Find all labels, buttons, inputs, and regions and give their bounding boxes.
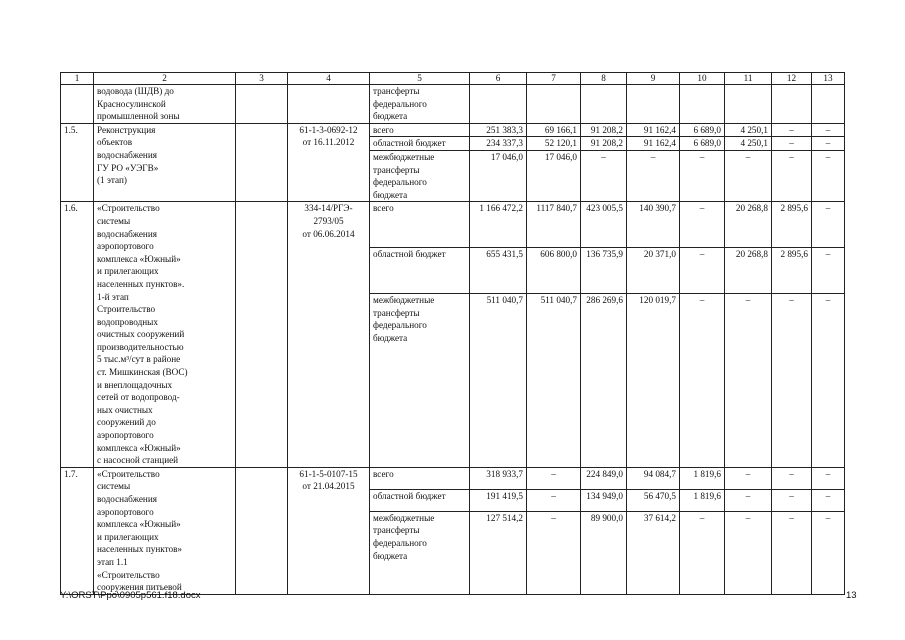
value-cell: 56 470,5	[627, 489, 680, 511]
value-cell	[627, 85, 680, 124]
cell-line: бюджета	[373, 332, 408, 343]
value-cell: 1 819,6	[680, 489, 725, 511]
cell-line: (1 этап)	[97, 175, 127, 186]
cell-line: всего	[373, 124, 394, 135]
cell-line: с насосной станцией	[97, 455, 179, 466]
cell-line: от 16.11.2012	[302, 137, 355, 148]
value-cell: 136 735,9	[581, 248, 627, 294]
value-cell: 234 337,3	[470, 137, 527, 151]
value-cell: 17 046,0	[470, 150, 527, 201]
cell-line: областной бюджет	[373, 249, 446, 260]
funding-source	[370, 489, 470, 511]
header-cell: 6	[470, 73, 527, 85]
value-cell: –	[812, 123, 845, 137]
table-row	[61, 467, 845, 489]
cell-line: системы	[97, 215, 131, 226]
funding-source	[370, 511, 470, 594]
cell-line: от 06.06.2014	[302, 228, 355, 239]
value-cell: –	[772, 467, 812, 489]
budget-table	[60, 72, 845, 595]
funding-source	[370, 150, 470, 201]
value-cell: 1117 840,7	[527, 202, 581, 248]
value-cell: –	[725, 489, 772, 511]
value-cell: –	[680, 150, 725, 201]
value-cell: 20 268,8	[725, 248, 772, 294]
cell-line: сооружений до	[97, 417, 156, 428]
header-cell: 9	[627, 73, 680, 85]
value-cell: 2 895,6	[772, 202, 812, 248]
cell-line: трансферты	[373, 164, 420, 175]
cell-line: комплекса «Южный»	[97, 519, 181, 530]
cell-line: комплекса «Южный»	[97, 253, 181, 264]
header-cell: 8	[581, 73, 627, 85]
header-row	[61, 73, 845, 85]
value-cell: –	[581, 150, 627, 201]
cell-line: 1-й этап	[97, 291, 129, 302]
cell-line: очистных сооружений	[97, 329, 185, 340]
row-number: 1.6.	[61, 202, 94, 467]
object-name	[94, 202, 236, 467]
cell-line: 61-1-5-0107-15	[299, 468, 358, 479]
funding-source	[370, 248, 470, 294]
value-cell: 224 849,0	[581, 467, 627, 489]
cell-line: промышленной зоны	[97, 111, 180, 122]
value-cell: –	[527, 511, 581, 594]
value-cell	[527, 85, 581, 124]
page-number: 13	[846, 590, 857, 601]
value-cell: –	[527, 467, 581, 489]
object-name	[94, 467, 236, 594]
value-cell: –	[812, 137, 845, 151]
header-cell: 10	[680, 73, 725, 85]
value-cell: –	[812, 489, 845, 511]
cell-line: «Строительство	[97, 203, 160, 214]
value-cell: 191 419,5	[470, 489, 527, 511]
value-cell	[581, 85, 627, 124]
cell-line: «Строительство	[97, 468, 160, 479]
cell-line: 2793/05	[313, 215, 344, 226]
cell-line: Строительство	[97, 304, 156, 315]
row-number	[61, 85, 94, 124]
value-cell: 423 005,5	[581, 202, 627, 248]
header-cell: 3	[236, 73, 288, 85]
value-cell: 6 689,0	[680, 123, 725, 137]
value-cell: –	[812, 202, 845, 248]
value-cell: –	[772, 294, 812, 468]
file-path: Y:\ORST\Ppo\0905p561.f18.docx	[60, 590, 201, 601]
value-cell: –	[627, 150, 680, 201]
object-name	[94, 123, 236, 202]
funding-source	[370, 137, 470, 151]
value-cell: 91 162,4	[627, 137, 680, 151]
cell-line: всего	[373, 468, 394, 479]
value-cell: 37 614,2	[627, 511, 680, 594]
cell-line: бюджета	[373, 111, 408, 122]
cell-line: водопроводных	[97, 316, 158, 327]
value-cell: –	[772, 123, 812, 137]
header-cell: 7	[527, 73, 581, 85]
table-row	[61, 202, 845, 248]
value-cell: 140 390,7	[627, 202, 680, 248]
cell-line: населенных пунктов».	[97, 278, 185, 289]
value-cell	[812, 85, 845, 124]
cell-line: 5 тыс.м³/сут в районе	[97, 354, 181, 365]
value-cell: 606 800,0	[527, 248, 581, 294]
table-row	[61, 85, 845, 124]
header-cell: 13	[812, 73, 845, 85]
cell-line: системы	[97, 481, 131, 492]
cell-line: областной бюджет	[373, 490, 446, 501]
cell-line: межбюджетные	[373, 512, 435, 523]
value-cell: –	[772, 150, 812, 201]
value-cell: 69 166,1	[527, 123, 581, 137]
value-cell: 91 162,4	[627, 123, 680, 137]
funding-source	[370, 85, 470, 124]
value-cell: 20 371,0	[627, 248, 680, 294]
value-cell: –	[680, 202, 725, 248]
cell-line: Красносулинской	[97, 98, 166, 109]
cell-line: аэропортового	[97, 430, 154, 441]
value-cell: 20 268,8	[725, 202, 772, 248]
cell-line: 334-14/РГЭ-	[304, 203, 353, 214]
value-cell: 91 208,2	[581, 137, 627, 151]
value-cell: 1 819,6	[680, 467, 725, 489]
value-cell: –	[680, 248, 725, 294]
cell-line: межбюджетные	[373, 151, 435, 162]
cell-line: производительностью	[97, 341, 184, 352]
value-cell	[470, 85, 527, 124]
cell-line: водоснабжения	[97, 494, 157, 504]
value-cell	[680, 85, 725, 124]
cell-line: населенных пунктов»	[97, 544, 183, 555]
cell-line: «Строительство	[97, 569, 160, 580]
header-cell: 1	[61, 73, 94, 85]
empty-cell	[236, 467, 288, 594]
value-cell: 655 431,5	[470, 248, 527, 294]
cell-line: и прилегающих	[97, 266, 159, 277]
cell-line: водовода (ШДВ) до	[97, 86, 174, 96]
cell-line: водоснабжения	[97, 228, 157, 239]
funding-source	[370, 294, 470, 468]
value-cell: 17 046,0	[527, 150, 581, 201]
cell-line: и прилегающих	[97, 531, 159, 542]
empty-cell	[236, 123, 288, 202]
cell-line: трансферты	[373, 86, 420, 96]
header-cell: 12	[772, 73, 812, 85]
cell-line: сетей от водопровод-	[97, 392, 180, 403]
value-cell: 4 250,1	[725, 123, 772, 137]
cell-line: комплекса «Южный»	[97, 442, 181, 453]
value-cell: 91 208,2	[581, 123, 627, 137]
value-cell: –	[527, 489, 581, 511]
value-cell: –	[772, 489, 812, 511]
funding-source	[370, 123, 470, 137]
header-cell: 5	[370, 73, 470, 85]
cell-line: и внеплощадочных	[97, 379, 173, 390]
expertise-doc	[288, 202, 370, 467]
value-cell: 251 383,3	[470, 123, 527, 137]
value-cell: 120 019,7	[627, 294, 680, 468]
cell-line: межбюджетные	[373, 295, 435, 306]
cell-line: бюджета	[373, 550, 408, 561]
cell-line: федерального	[373, 177, 427, 188]
value-cell: –	[725, 150, 772, 201]
funding-source	[370, 202, 470, 248]
expertise-doc	[288, 467, 370, 594]
empty-cell	[236, 85, 288, 124]
cell-line: от 21.04.2015	[302, 481, 355, 492]
cell-line: всего	[373, 203, 394, 214]
header-cell: 2	[94, 73, 236, 85]
value-cell: –	[772, 137, 812, 151]
value-cell: 6 689,0	[680, 137, 725, 151]
value-cell: –	[725, 467, 772, 489]
value-cell: –	[725, 511, 772, 594]
cell-line: федерального	[373, 320, 427, 331]
value-cell: 127 514,2	[470, 511, 527, 594]
value-cell: 89 900,0	[581, 511, 627, 594]
cell-line: ных очистных	[97, 404, 153, 415]
value-cell: 52 120,1	[527, 137, 581, 151]
value-cell: 511 040,7	[470, 294, 527, 468]
value-cell: –	[812, 467, 845, 489]
value-cell: 511 040,7	[527, 294, 581, 468]
cell-line: объектов	[97, 137, 133, 148]
value-cell	[725, 85, 772, 124]
row-number: 1.7.	[61, 467, 94, 594]
expertise-doc	[288, 123, 370, 202]
cell-line: водоснабжения	[97, 149, 157, 160]
value-cell: –	[725, 294, 772, 468]
cell-line: ст. Мишкинская (ВОС)	[97, 367, 188, 378]
value-cell: 2 895,6	[772, 248, 812, 294]
header-cell: 11	[725, 73, 772, 85]
cell-line: федерального	[373, 98, 427, 109]
value-cell: 94 084,7	[627, 467, 680, 489]
cell-line: ГУ РО «УЭГВ»	[97, 162, 159, 173]
cell-line: сооружения питьевой	[97, 582, 182, 593]
cell-line: Реконструкция	[97, 124, 156, 135]
value-cell: 318 933,7	[470, 467, 527, 489]
row-number: 1.5.	[61, 123, 94, 202]
cell-line: аэропортового	[97, 506, 154, 517]
value-cell: –	[680, 294, 725, 468]
value-cell	[772, 85, 812, 124]
value-cell: –	[812, 294, 845, 468]
value-cell: –	[812, 248, 845, 294]
value-cell: 4 250,1	[725, 137, 772, 151]
value-cell: –	[772, 511, 812, 594]
cell-line: трансферты	[373, 307, 420, 318]
cell-line: федерального	[373, 537, 427, 548]
cell-line: 61-1-3-0692-12	[299, 124, 358, 135]
cell-line: трансферты	[373, 525, 420, 536]
object-name	[94, 85, 236, 124]
value-cell: –	[812, 150, 845, 201]
value-cell: 286 269,6	[581, 294, 627, 468]
cell-line: этап 1.1	[97, 556, 128, 567]
value-cell: 134 949,0	[581, 489, 627, 511]
value-cell: 1 166 472,2	[470, 202, 527, 248]
value-cell: –	[680, 511, 725, 594]
table-row	[61, 123, 845, 137]
value-cell: –	[812, 511, 845, 594]
funding-source	[370, 467, 470, 489]
cell-line: аэропортового	[97, 241, 154, 252]
empty-cell	[236, 202, 288, 467]
header-cell: 4	[288, 73, 370, 85]
cell-line: областной бюджет	[373, 138, 446, 149]
expertise-doc	[288, 85, 370, 124]
cell-line: бюджета	[373, 189, 408, 200]
